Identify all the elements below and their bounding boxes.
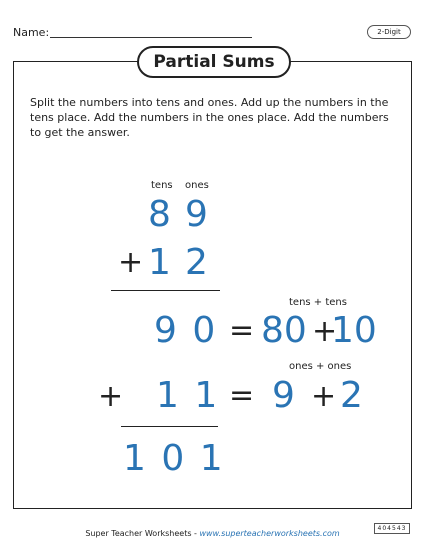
tens-plus-sign: + [312,314,338,349]
col-header-ones: ones [185,180,209,191]
footer-site: Super Teacher Worksheets - [85,529,200,538]
top-tens-digit: 8 [148,194,171,235]
top-ones-digit: 9 [185,194,208,235]
plus-sign-1: + [118,245,144,280]
bottom-ones-digit: 2 [185,242,208,283]
tens-addend-a: 80 [261,310,307,351]
sum-line-1 [111,290,220,291]
plus-sign-2: + [98,379,124,414]
ones-sum: 1 1 [156,375,218,416]
instructions: Split the numbers into tens and ones. Add up the numbers in the tens place. Add the numbers in the ones place. Add the numbers to get the answer. [30,96,389,139]
page-title: Partial Sums [137,46,291,78]
final-answer: 1 0 1 [123,438,223,479]
equals-sign-1: = [229,313,255,348]
equals-sign-2: = [229,378,255,413]
name-label: Name: [13,26,50,39]
ones-addend-a: 9 [272,375,295,416]
worksheet-code: 404543 [374,523,410,534]
ones-plus-sign: + [311,379,337,414]
ones-plus-ones-label: ones + ones [289,361,352,372]
footer [0,529,425,538]
level-badge: 2-Digit [367,25,411,39]
bottom-tens-digit: 1 [148,242,171,283]
footer-url[interactable]: www.superteacherworksheets.com [199,529,340,538]
ones-addend-b: 2 [340,375,363,416]
tens-plus-tens-label: tens + tens [289,297,347,308]
sum-line-2 [121,426,218,427]
col-header-tens: tens [151,180,173,191]
tens-sum: 9 0 [154,310,216,351]
name-line[interactable] [50,37,252,38]
tens-addend-b: 10 [331,310,377,351]
